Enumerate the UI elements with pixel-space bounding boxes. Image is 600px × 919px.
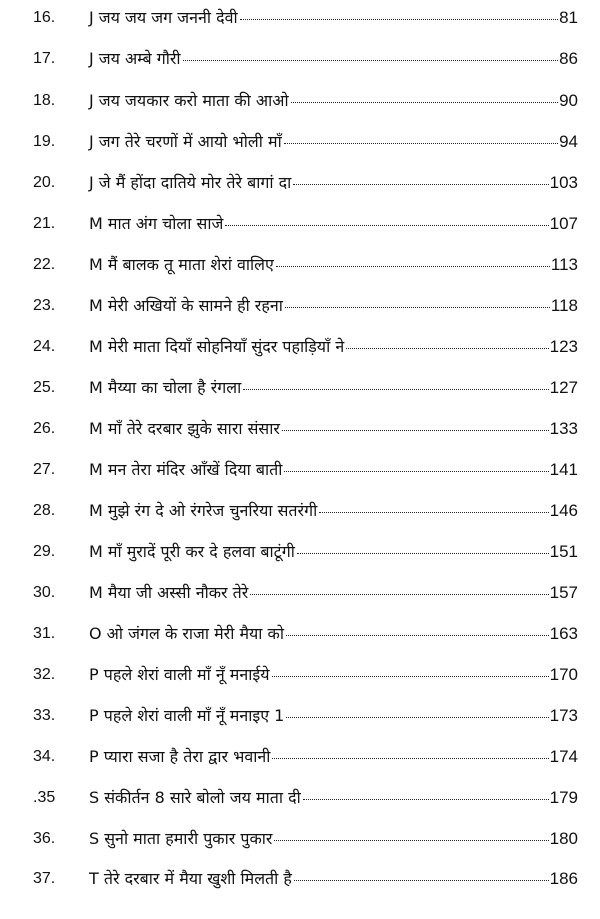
toc-row [0,578,600,608]
entry-number: 16. [33,9,56,26]
dot-leader [319,512,548,513]
entry-title: M मैया जी अस्सी नौकर तेरे [89,583,249,602]
entry-number: 24. [33,338,56,355]
entry-title: M मात अंग चोला साजे [89,214,224,233]
dot-leader [272,676,549,677]
entry-title: M मैं बालक तू माता शेरां वालिए [89,255,274,274]
entry-page: 141 [549,460,578,479]
dot-leader [250,594,548,595]
toc-row [0,44,600,74]
dot-leader [285,307,550,308]
entry-page: 94 [559,132,578,151]
entry-title: T तेरे दरबार में मैया खुशी मिलती है [89,869,292,888]
entry-body [89,864,578,894]
entry-body [89,3,578,33]
entry-number: 32. [33,666,56,683]
entry-body [89,250,578,280]
entry-body [89,414,578,444]
entry-title: M मेरी अखियों के सामने ही रहना [89,296,283,315]
entry-number: 37. [33,870,56,887]
entry-body [89,578,578,608]
entry-title: M मन तेरा मंदिर आँखें दिया बाती [89,460,283,479]
dot-leader [286,717,548,718]
toc-row [0,742,600,772]
entry-title: P पहले शेरां वाली माँ नूँ मनाइए 1 [89,706,285,725]
entry-body [89,373,578,403]
dot-leader [282,430,549,431]
entry-page: 179 [549,788,578,807]
entry-body [89,44,578,74]
entry-page: 86 [559,49,578,68]
entry-body [89,209,578,239]
dot-leader [294,880,549,881]
entry-number: 22. [33,256,56,273]
entry-number: 30. [33,584,56,601]
entry-title: M मुझे रंग दे ओ रंगरेज चुनरिया सतरंगी [89,501,318,520]
entry-page: 151 [549,542,578,561]
entry-title: J जग तेरे चरणों में आयो भोली माँ [89,132,282,151]
entry-number: 31. [33,625,56,642]
entry-body [89,127,578,157]
dot-leader [291,102,558,103]
entry-body [89,701,578,731]
entry-body [89,86,578,116]
dot-leader [183,60,559,61]
entry-number: 34. [33,748,56,765]
entry-body [89,496,578,526]
dot-leader [243,389,548,390]
toc-row [0,3,600,33]
dot-leader [276,266,550,267]
entry-number: 19. [33,133,56,150]
toc-row [0,168,600,198]
entry-page: 81 [559,8,578,27]
entry-number: 20. [33,174,56,191]
toc-row [0,373,600,403]
toc-row [0,864,600,894]
toc-row [0,332,600,362]
entry-number: 23. [33,297,56,314]
toc-row [0,619,600,649]
entry-page: 127 [549,378,578,397]
dot-leader [284,471,548,472]
entry-body [89,742,578,772]
entry-title: P प्यारा सजा है तेरा द्वार भवानी [89,747,271,766]
entry-page: 174 [549,747,578,766]
entry-number: 21. [33,215,56,232]
entry-title: M मेरी माता दियाँ सोहनियाँ सुंदर पहाड़ियाँ ने [89,337,345,356]
toc-row [0,455,600,485]
dot-leader [297,553,549,554]
dot-leader [272,758,548,759]
entry-number: 27. [33,461,56,478]
entry-title: J जय अम्बे गौरी [89,49,181,68]
entry-page: 123 [549,337,578,356]
entry-number: 26. [33,420,56,437]
entry-body [89,824,578,854]
entry-title: O ओ जंगल के राजा मेरी मैया को [89,624,284,643]
entry-page: 180 [549,829,578,848]
entry-page: 146 [549,501,578,520]
entry-page: 186 [549,869,578,888]
dot-leader [286,635,549,636]
entry-body [89,783,578,813]
toc-row [0,250,600,280]
dot-leader [346,348,548,349]
entry-number: 33. [33,707,56,724]
entry-title: J जय जयकार करो माता की आओ [89,91,289,110]
entry-title: M माँ मुरादें पूरी कर दे हलवा बाटूंगी [89,542,295,561]
entry-number: 18. [33,92,56,109]
entry-number: 29. [33,543,56,560]
entry-title: M मैय्या का चोला है रंगला [89,378,242,397]
toc-row [0,209,600,239]
entry-title: J जय जय जग जननी देवी [89,8,238,27]
entry-body [89,168,578,198]
entry-number: 25. [33,379,56,396]
entry-body [89,619,578,649]
toc-row [0,701,600,731]
entry-page: 157 [549,583,578,602]
entry-number: 28. [33,502,56,519]
toc-row [0,291,600,321]
entry-page: 170 [549,665,578,684]
entry-page: 173 [549,706,578,725]
entry-body [89,537,578,567]
entry-page: 107 [549,214,578,233]
dot-leader [225,225,548,226]
entry-page: 90 [559,91,578,110]
toc-row [0,86,600,116]
entry-page: 113 [550,255,578,274]
entry-page: 103 [549,173,578,192]
entry-number: 36. [33,830,56,847]
entry-title: J जे मैं होंदा दातिये मोर तेरे बागां दा [89,173,292,192]
entry-body [89,332,578,362]
entry-body [89,455,578,485]
toc-row [0,537,600,567]
dot-leader [284,143,558,144]
entry-page: 118 [550,296,578,315]
entry-title: M माँ तेरे दरबार झुके सारा संसार [89,419,280,438]
entry-title: S संकीर्तन 8 सारे बोलो जय माता दी [89,788,301,807]
dot-leader [293,184,548,185]
dot-leader [303,799,549,800]
dot-leader [240,19,558,20]
toc-row [0,783,600,813]
toc-row [0,660,600,690]
toc-row [0,127,600,157]
entry-number: 17. [33,50,56,67]
entry-title: S सुनो माता हमारी पुकार पुकार [89,829,273,848]
toc-row [0,414,600,444]
entry-title: P पहले शेरां वाली माँ नूँ मनाईये [89,665,270,684]
toc-row [0,496,600,526]
dot-leader [274,840,548,841]
entry-page: 163 [549,624,578,643]
toc-row [0,824,600,854]
entry-number: .35 [33,789,56,806]
entry-body [89,291,578,321]
entry-body [89,660,578,690]
entry-page: 133 [549,419,578,438]
